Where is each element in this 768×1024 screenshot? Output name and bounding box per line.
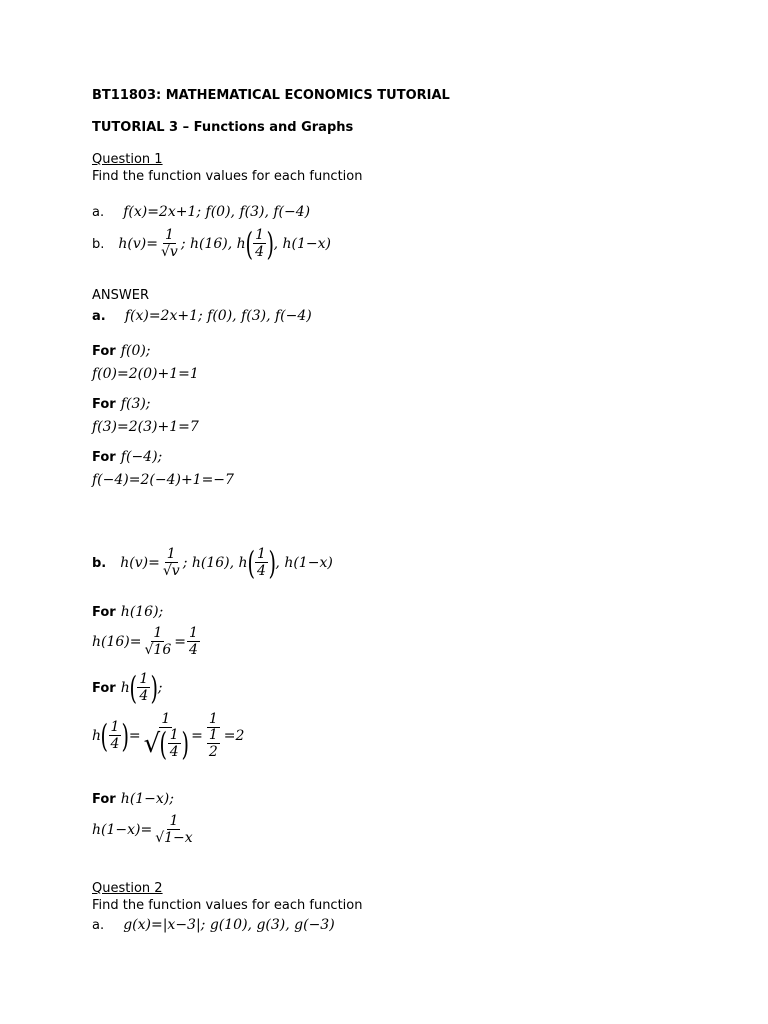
question-2-title: Question 2	[92, 881, 163, 896]
question-1-part-b: b. h(v)= $\frac{1}{√v}$ ; h(16), h ( $\frac{1}{4}$ ) , h(1−x)	[92, 225, 331, 263]
question-1-title: Question 1	[92, 152, 163, 167]
fraction: 1 √ ( $\frac{1}{4}$ )	[143, 711, 189, 763]
answer-fm4-label: For f(−4);	[92, 449, 163, 465]
fraction: $\frac{1}{4}$	[188, 625, 198, 658]
fraction: $\frac{1}{√v}$	[162, 546, 180, 579]
question-1-part-a	[92, 201, 310, 220]
answer-f0-calc: f(0)=2(0)+1=1	[92, 366, 199, 382]
answer-fm4-calc: f(−4)=2(−4)+1=−7	[92, 472, 234, 488]
fraction: $\frac{1}{√v}$	[160, 227, 178, 260]
question-2-instruction: Find the function values for each function	[92, 898, 363, 913]
answer-h16-label: For h(16);	[92, 604, 164, 620]
fraction: $\frac{1}{\frac{1}{2}}$	[208, 711, 218, 760]
answer-f3-label: For f(3);	[92, 396, 151, 412]
fraction: $\frac{1}{4}$	[257, 546, 266, 579]
course-title: BT11803: MATHEMATICAL ECONOMICS TUTORIAL	[92, 88, 450, 103]
fraction: $\frac{1}{√1-x}$	[155, 813, 193, 846]
answer-hq-label: For h ( $\frac{1}{4}$ ) ;	[92, 669, 163, 707]
fraction: $\frac{1}{4}$	[139, 671, 149, 704]
tutorial-title: TUTORIAL 3 – Functions and Graphs	[92, 120, 354, 135]
answer-h1x-label: For h(1−x);	[92, 791, 174, 807]
answer-h16-calc: h(16)= $\frac{1}{√16}$ = $\frac{1}{4}$	[92, 625, 198, 658]
answer-title: ANSWER	[92, 288, 149, 303]
question-2-part-a: a. g(x)=|x−3|; g(10), g(3), g(−3)	[92, 917, 335, 933]
fraction: $\frac{1}{4}$	[110, 719, 120, 752]
answer-h1x-calc: h(1−x)= $\frac{1}{√1-x}$	[92, 813, 193, 846]
answer-f3-calc: f(3)=2(3)+1=7	[92, 419, 199, 435]
answer-hq-calc: h ( $\frac{1}{4}$ ) = 1 √ ( $\frac{1}{4}$ ) = $\frac{1}{\frac{1}{2}}$ =2	[92, 711, 245, 763]
fraction: $\frac{1}{4}$	[255, 227, 265, 260]
fraction: $\frac{1}{√16}$	[144, 625, 172, 658]
part-a-label: a.	[92, 205, 105, 220]
answer-part-b: b. h(v)= $\frac{1}{√v}$ ; h(16), h ( $\frac{1}{4}$ ) , h(1−x)	[92, 544, 333, 582]
answer-f0-label: For f(0);	[92, 343, 151, 359]
answer-part-a: a. f(x)=2x+1; f(0), f(3), f(−4)	[92, 308, 312, 324]
question-1-instruction: Find the function values for each function	[92, 169, 363, 184]
part-b-label: b.	[92, 236, 105, 252]
part-a-expression: f(x)=2x+1; f(0), f(3), f(−4)	[123, 204, 311, 220]
